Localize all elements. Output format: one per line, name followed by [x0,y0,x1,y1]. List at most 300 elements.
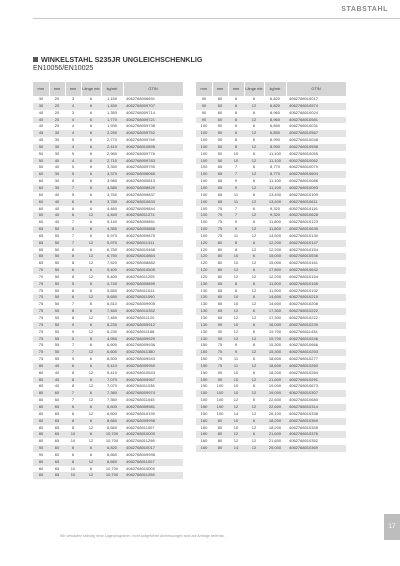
table-cell: 9 [228,226,244,233]
table-cell: 60 [212,117,228,124]
table-cell: 7 [65,240,81,247]
table-cell: 6 [81,267,101,274]
table-row [33,110,183,117]
table-cell: 7 [65,185,81,192]
table-cell: 4062768000813 [123,178,183,185]
table-row [33,301,183,308]
table-cell: 20 [49,96,65,103]
table-cell: 12 [244,390,264,397]
table-cell: 50 [33,144,49,151]
table-cell: 8 [228,247,244,254]
table-cell: 120 [196,260,212,267]
table-cell: 12 [81,370,101,377]
table-cell: 4062768010352 [123,308,183,315]
table-cell: 50 [212,137,228,144]
table-cell: 4062768010666 [286,342,346,349]
table-cell: 11 [228,233,244,240]
table-cell: 4062768010581 [286,117,346,124]
table-cell: 4062768010000 [123,431,183,438]
table-cell: 6 [65,445,81,452]
table-cell: 4062768011274 [123,212,183,219]
table-cell: 6 [81,158,101,165]
table-cell: 4062768011038 [123,383,183,390]
table-cell: 150 [196,349,212,356]
table-row [33,377,183,384]
table-cell: 40 [33,117,49,124]
table-cell: 4062768010376 [286,431,346,438]
table-cell: 5,410 [101,363,123,370]
table-cell: 4062768010536 [286,253,346,260]
table-cell: 6 [244,110,264,117]
table-cell: 9 [228,342,244,349]
table-cell: 4062768011090 [123,294,183,301]
table-row [33,322,183,329]
table-row [33,137,183,144]
table-cell: 90 [212,322,228,329]
table-cell: 14 [228,445,244,452]
square-bullet-icon [33,57,38,62]
table-cell: 4062768009998 [123,418,183,425]
table-cell: 130 [196,308,212,315]
table-cell: 50 [49,301,65,308]
table-cell: 80 [212,418,228,425]
table-cell: 90 [33,445,49,452]
table-cell: 40 [33,110,49,117]
table-cell: 60 [212,96,228,103]
table-cell: 75 [212,356,228,363]
table-cell: 6 [244,342,264,349]
table-row [196,294,346,301]
table-cell: 6,820 [101,445,123,452]
table-cell: 12 [244,438,264,445]
table-cell: 4062768009776 [123,151,183,158]
table-cell: 6 [244,356,264,363]
table-cell: 12 [81,315,101,322]
table-cell: 80 [33,418,49,425]
table-row [196,431,346,438]
table-cell: 4062768011168 [123,329,183,336]
table-cell: 6 [81,144,101,151]
table-cell: 75 [33,288,49,295]
table-cell: 4062768009790 [123,164,183,171]
table-cell: 80 [33,459,49,466]
table-cell: 80 [212,240,228,247]
table-cell: 100 [212,411,228,418]
table-row [33,329,183,336]
table-cell: 150 [196,370,212,377]
table-cell: 160 [196,418,212,425]
table-cell: 8 [65,253,81,260]
table-cell: 4062768010031 [286,123,346,130]
table-cell: 21,600 [264,431,286,438]
table-row [196,103,346,110]
table-cell: 17,300 [264,315,286,322]
table-cell: 4062768011311 [123,240,183,247]
table-cell: 80 [33,404,49,411]
table-cell: 5 [65,192,81,199]
table-cell: 5 [65,151,81,158]
table-cell: 80 [212,253,228,260]
table-cell: 4062768010024 [286,110,346,117]
table-cell: 18,200 [264,425,286,432]
table-cell: 100 [196,233,212,240]
table-cell: 18,600 [264,363,286,370]
table-cell: 40 [49,377,65,384]
table-cell: 40 [49,212,65,219]
table-cell: 12 [244,377,264,384]
table-cell: 12 [244,349,264,356]
table-cell: 75 [33,349,49,356]
table-cell: 50 [49,247,65,254]
table-cell: 6 [81,178,101,185]
table-cell: 12 [244,130,264,137]
table-cell: 50 [212,151,228,158]
table-cell: 4062768010642 [286,267,346,274]
table-cell: 65 [212,281,228,288]
table-cell: 130 [196,322,212,329]
table-cell: 75 [33,308,49,315]
table-cell: 80 [33,411,49,418]
table-cell: 6 [81,151,101,158]
table-cell: 6 [81,219,101,226]
table-cell: 65 [212,315,228,322]
table-row [196,158,346,165]
table-cell: 65 [212,178,228,185]
table-row [33,390,183,397]
table-cell: 2,960 [101,151,123,158]
table-cell: 5 [65,137,81,144]
table-cell: 75 [33,329,49,336]
table-cell: 4062768010604 [286,171,346,178]
table-cell: 30 [49,130,65,137]
table-cell: 6 [244,253,264,260]
table-cell: 10 [65,472,81,479]
table-cell: 6 [81,171,101,178]
table-cell: 12 [244,247,264,254]
table-cell: 8 [228,281,244,288]
table-cell: 4062768009967 [123,377,183,384]
table-cell: 45 [33,137,49,144]
table-cell: 6 [244,322,264,329]
table-cell: 4 [65,144,81,151]
page-number: 17 [384,514,400,540]
table-cell: 7,070 [101,383,123,390]
table-cell: 6 [81,356,101,363]
table-cell: 130 [196,281,212,288]
table-cell: 12 [244,336,264,343]
table-cell: 13,400 [264,192,286,199]
table-cell: 4062768010314 [286,404,346,411]
table-cell: 22,600 [264,404,286,411]
table-cell: 6 [81,192,101,199]
table-cell: 4062768009943 [123,356,183,363]
table-cell: 40 [33,123,49,130]
table-row [196,390,346,397]
table-cell: 6 [228,130,244,137]
table-cell: 5 [65,164,81,171]
table-cell: 7 [65,349,81,356]
table-row [196,212,346,219]
table-cell: 6 [81,377,101,384]
table-cell: 19,700 [264,329,286,336]
table-cell: 12,200 [264,247,286,254]
table-cell: 120 [196,240,212,247]
table-cell: 7,360 [101,390,123,397]
table-row [196,219,346,226]
column-header: Länge mtr [81,82,101,96]
column-header: kg/mtr [264,82,286,96]
table-cell: 12 [81,411,101,418]
table-cell: 7 [65,342,81,349]
table-cell: 30 [33,96,49,103]
table-cell: 12 [244,226,264,233]
table-cell: 1,770 [101,117,123,124]
table-cell: 60 [33,171,49,178]
table-cell: 160 [196,425,212,432]
table-row [33,452,183,459]
table-cell: 6 [81,390,101,397]
table-cell: 100 [212,390,228,397]
table-cell: 40 [49,383,65,390]
table-cell: 6 [65,370,81,377]
table-cell: 65 [49,411,65,418]
table-cell: 11,100 [264,158,286,165]
table-cell: 120 [196,253,212,260]
table-cell: 5 [65,226,81,233]
table-cell: 15,300 [264,349,286,356]
table-row [196,356,346,363]
table-cell: 4062768011014 [123,288,183,295]
table-cell: 6 [81,164,101,171]
table-cell: 100 [196,151,212,158]
table-cell: 6 [244,219,264,226]
table-cell: 6 [65,206,81,213]
table-row [196,206,346,213]
table-row [196,144,346,151]
table-cell: 6 [244,137,264,144]
table-cell: 75 [33,356,49,363]
table-cell: 8 [65,247,81,254]
table-cell: 90 [33,452,49,459]
table-cell: 12 [81,260,101,267]
table-cell: 4062768010154 [286,274,346,281]
table-row [196,233,346,240]
table-cell: 8,660 [101,425,123,432]
column-header: mm [196,82,212,96]
table-cell: 3,980 [101,178,123,185]
table-cell: 120 [196,267,212,274]
table-cell: 4062768010017 [123,445,183,452]
table-row [33,315,183,322]
table-cell: 90 [212,377,228,384]
table-row [33,349,183,356]
table-cell: 65 [33,253,49,260]
table-cell: 7,460 [101,315,123,322]
table-cell: 4,950 [101,336,123,343]
table-row [33,267,183,274]
table-cell: 4062768010338 [286,411,346,418]
table-cell: 12 [228,329,244,336]
table-cell: 14 [228,411,244,418]
table-cell: 10,700 [101,438,123,445]
table-cell: 12 [244,425,264,432]
table-cell: 50 [49,294,65,301]
table-cell: 6 [81,445,101,452]
table-cell: 6 [65,452,81,459]
table-cell: 6 [81,185,101,192]
table-cell: 4062768009738 [123,123,183,130]
table-row [33,445,183,452]
table-cell: 12 [81,329,101,336]
table-cell: 4062768010048 [286,137,346,144]
table-cell: 7,520 [101,260,123,267]
table-cell: 7 [65,390,81,397]
table-cell: 5 [65,171,81,178]
table-cell: 6 [244,431,264,438]
table-row [33,459,183,466]
column-header: Länge mtr [244,82,264,96]
table-cell: 4062768010611 [286,199,346,206]
table-row [33,178,183,185]
table-cell: 130 [196,315,212,322]
table-cell: 4062768010598 [286,144,346,151]
table-row [33,370,183,377]
right-product-table [196,82,347,452]
table-cell: 4,460 [101,206,123,213]
table-cell: 12 [228,267,244,274]
table-cell: 65 [49,431,65,438]
table-row [33,260,183,267]
table-cell: 6 [244,329,264,336]
table-cell: 3,760 [101,192,123,199]
table-cell: 65 [212,288,228,295]
table-row [196,383,346,390]
table-cell: 2,250 [101,130,123,137]
table-cell: 4062768009868 [123,226,183,233]
table-row [33,438,183,445]
table-row [33,253,183,260]
table-cell: 10,700 [101,472,123,479]
table-cell: 6 [244,383,264,390]
table-cell: 7 [65,219,81,226]
table-cell: 3,780 [101,199,123,206]
table-row [196,329,346,336]
table-row [33,411,183,418]
table-cell: 17,800 [264,267,286,274]
table-row [196,411,346,418]
table-row [196,185,346,192]
table-cell: 10 [228,151,244,158]
table-row [33,274,183,281]
table-cell: 12 [244,288,264,295]
table-cell: 100 [196,192,212,199]
table-row [33,425,183,432]
table-cell: 75 [33,301,49,308]
table-row [196,404,346,411]
table-cell: 7,460 [101,308,123,315]
table-cell: 12 [81,472,101,479]
table-row [196,288,346,295]
table-cell: 6 [81,322,101,329]
table-cell: 55 [49,356,65,363]
table-cell: 40 [49,164,65,171]
table-cell: 4062768010055 [286,151,346,158]
table-row [33,404,183,411]
table-row [196,164,346,171]
table-cell: 50 [212,158,228,165]
table-cell: 4062768010215 [286,294,346,301]
table-cell: 12 [81,397,101,404]
table-cell: 100 [196,171,212,178]
table-row [196,178,346,185]
table-cell: 4062768010895 [123,144,183,151]
table-cell: 6 [244,370,264,377]
table-cell: 6 [244,240,264,247]
table-cell: 10 [65,431,81,438]
table-cell: 10 [228,370,244,377]
table-cell: 6 [81,130,101,137]
table-cell: 25,000 [264,445,286,452]
table-cell: 12 [228,274,244,281]
table-row [33,158,183,165]
column-header: kg/mtr [101,82,123,96]
table-cell: 4062768008065 [123,171,183,178]
table-cell: 50 [33,164,49,171]
table-cell: 6 [81,301,101,308]
table-cell: 8,990 [264,144,286,151]
table-cell: 10 [228,377,244,384]
table-cell: 80 [33,390,49,397]
table-cell: 100 [212,404,228,411]
table-cell: 6 [81,281,101,288]
table-cell: 10,700 [101,431,123,438]
table-cell: 5,650 [101,294,123,301]
table-cell: 90 [212,370,228,377]
table-cell: 6 [81,137,101,144]
table-cell: 6 [244,281,264,288]
section-heading [33,55,202,64]
table-cell: 6,600 [101,411,123,418]
table-cell: 8,960 [264,110,286,117]
table-row [196,438,346,445]
table-cell: 130 [196,301,212,308]
table-cell: 75 [212,363,228,370]
table-cell: 65 [49,425,65,432]
table-cell: 10 [228,390,244,397]
table-cell: 12 [81,240,101,247]
table-cell: 130 [196,294,212,301]
table-cell: 4062768010345 [286,425,346,432]
table-cell: 6 [81,247,101,254]
table-cell: 12 [81,349,101,356]
norm-subheading: EN10056/EN10025 [33,65,94,72]
table-cell: 8,660 [101,452,123,459]
table-cell: 65 [49,472,65,479]
table-cell: 6 [228,103,244,110]
table-cell: 100 [196,130,212,137]
table-cell: 65 [212,294,228,301]
table-cell: 75 [212,349,228,356]
table-cell: 100 [196,212,212,219]
table-cell: 65 [212,301,228,308]
table-cell: 40 [49,192,65,199]
table-cell: 4062768010673 [286,383,346,390]
table-cell: 75 [212,342,228,349]
table-cell: 65 [49,404,65,411]
table-cell: 30 [49,151,65,158]
table-cell: 6 [65,404,81,411]
table-row [33,151,183,158]
